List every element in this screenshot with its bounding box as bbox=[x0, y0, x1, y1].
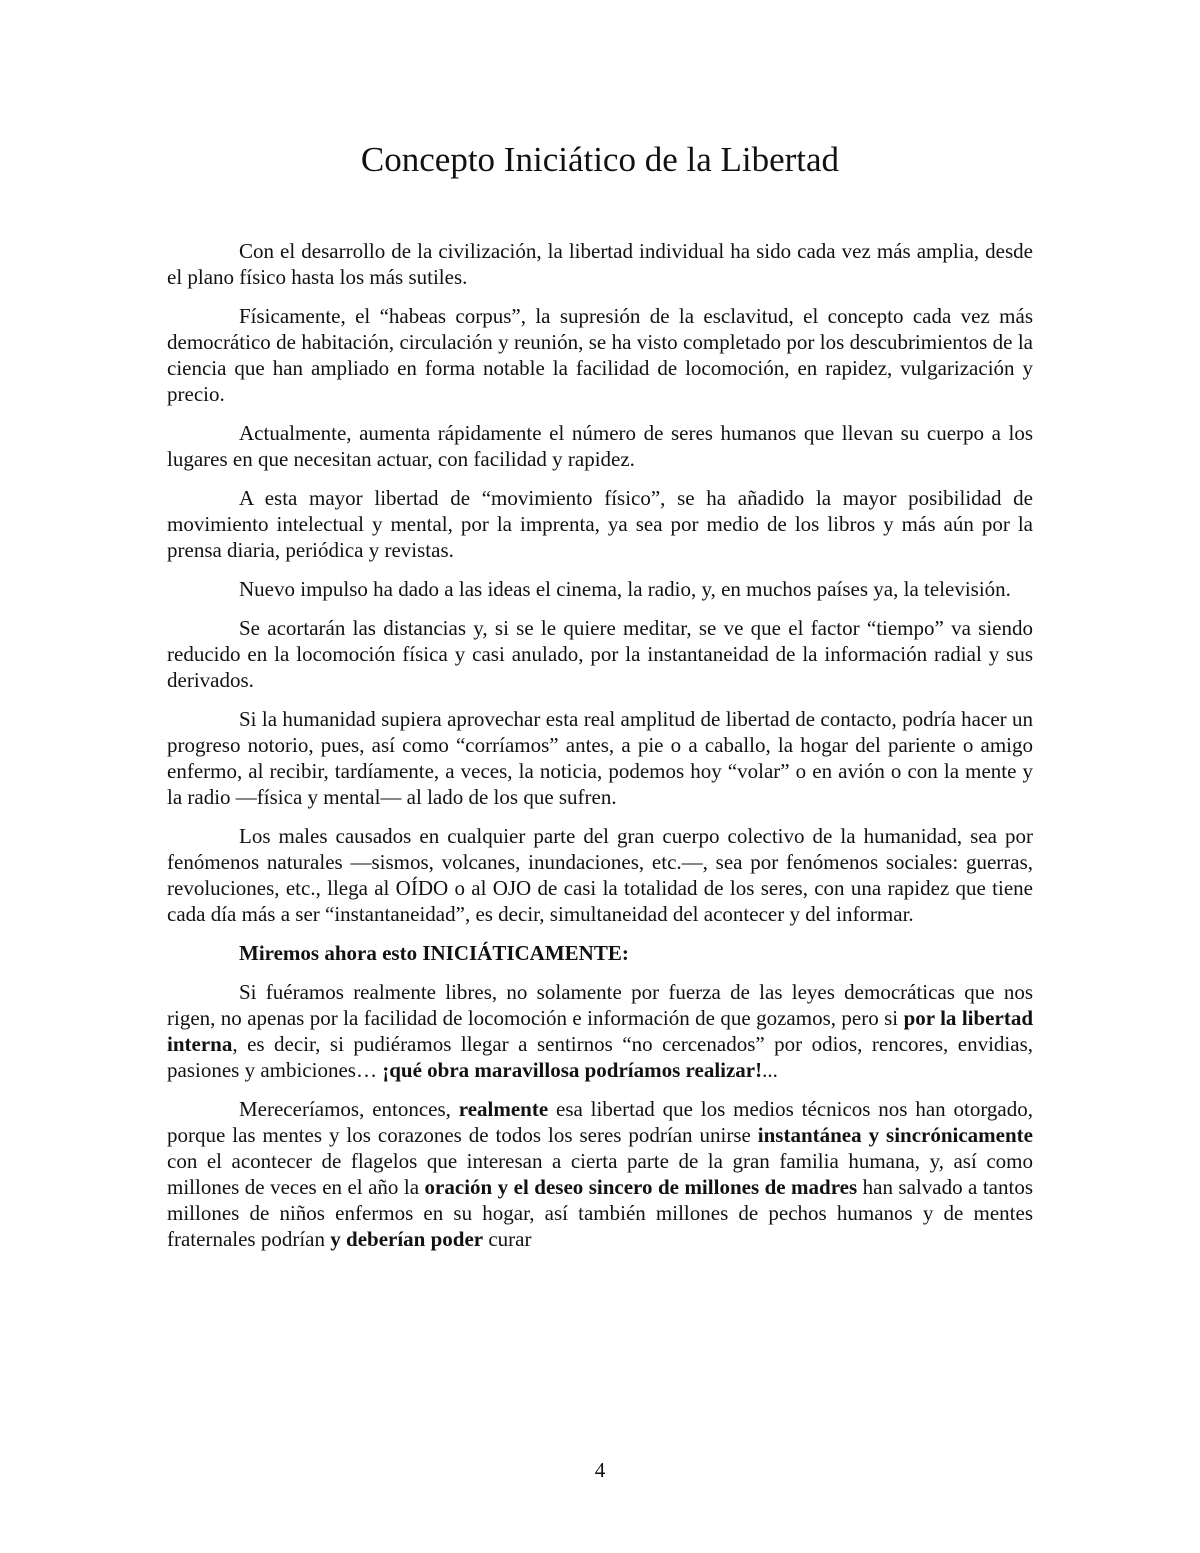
paragraph-10-bold-1: por la libertad interna bbox=[167, 1006, 1033, 1056]
paragraph-11-text-3: con el acontecer de flagelos que interesan a cierta parte de la gran familia humana, y, así como millones de veces en el año la bbox=[167, 1149, 1033, 1199]
paragraph-7: Si la humanidad supiera aprovechar esta real amplitud de libertad de contacto, podría hacer un progreso notorio, pues, así como “corríamos” antes, a pie o a caballo, la hogar del pariente o amigo enfermo, al recibir, tardíamente, a veces, la noticia, podemos hoy “volar” o en avión o con la mente y la radio —física y mental— al lado de los que sufren. bbox=[167, 707, 1033, 809]
document-body bbox=[167, 238, 1033, 1265]
paragraph-10-bold-2: ¡qué obra maravillosa podríamos realizar! bbox=[382, 1058, 763, 1082]
paragraph-5: Nuevo impulso ha dado a las ideas el cinema, la radio, y, en muchos países ya, la televisión. bbox=[239, 577, 1011, 601]
section-heading: Miremos ahora esto INICIÁTICAMENTE: bbox=[239, 941, 629, 965]
paragraph-11-bold-3: oración y el deseo sincero de millones de madres bbox=[424, 1175, 858, 1199]
paragraph-6: Se acortarán las distancias y, si se le quiere meditar, se ve que el factor “tiempo” va siendo reducido en la locomoción física y casi anulado, por la instantaneidad de la información radial y sus derivados. bbox=[167, 616, 1033, 692]
paragraph-8: Los males causados en cualquier parte del gran cuerpo colectivo de la humanidad, sea por fenómenos naturales —sismos, volcanes, inundaciones, etc.—, sea por fenómenos sociales: guerras, revoluciones, etc., llega al OÍDO o al OJO de casi la totalidad de los seres, con una rapidez que tiene cada día más a ser “instantaneidad”, es decir, simultaneidad del acontecer y del informar. bbox=[167, 824, 1033, 926]
paragraph-11 bbox=[167, 1096, 1033, 1252]
paragraph-11-text-4: han salvado a tantos millones de niños enfermos en su hogar, así también millones de pechos humanos y de mentes fraternales podrían bbox=[167, 1175, 1034, 1251]
paragraph-2: Físicamente, el “habeas corpus”, la supresión de la esclavitud, el concepto cada vez más democrático de habitación, circulación y reunión, se ha visto completado por los descubrimientos de la ciencia que han ampliado en forma notable la facilidad de locomoción, en rapidez, vulgarización y precio. bbox=[167, 304, 1033, 406]
paragraph-11-text-5: curar bbox=[483, 1227, 532, 1251]
paragraph-10-text-1: Si fuéramos realmente libres, no solamente por fuerza de las leyes democráticas que nos rigen, no apenas por la facilidad de locomoción e información de que gozamos, pero si bbox=[167, 980, 1033, 1030]
paragraph-10-text-3: ... bbox=[762, 1058, 778, 1082]
paragraph-1: Con el desarrollo de la civilización, la libertad individual ha sido cada vez más amplia, desde el plano físico hasta los más sutiles. bbox=[167, 239, 1033, 289]
paragraph-11-text-1: Mereceríamos, entonces, bbox=[239, 1097, 459, 1121]
paragraph-11-bold-1: realmente bbox=[458, 1097, 549, 1121]
paragraph-10 bbox=[167, 979, 1033, 1083]
page-number: 4 bbox=[594, 1458, 606, 1482]
paragraph-10-text-2: , es decir, si pudiéramos llegar a sentirnos “no cercenados” por odios, rencores, envidias, pasiones y ambiciones… bbox=[167, 1032, 1033, 1082]
paragraph-11-bold-2: instantánea y sincrónicamente bbox=[757, 1123, 1033, 1147]
paragraph-11-text-2: esa libertad que los medios técnicos nos han otorgado, porque las mentes y los corazones de todos los seres podrían unirse bbox=[167, 1097, 1033, 1147]
document-title: Concepto Iniciático de la Libertad bbox=[360, 140, 840, 179]
paragraph-4: A esta mayor libertad de “movimiento físico”, se ha añadido la mayor posibilidad de movimiento intelectual y mental, por la imprenta, ya sea por medio de los libros y más aún por la prensa diaria, periódica y revistas. bbox=[167, 486, 1033, 562]
paragraph-3: Actualmente, aumenta rápidamente el número de seres humanos que llevan su cuerpo a los lugares en que necesitan actuar, con facilidad y rapidez. bbox=[167, 421, 1033, 471]
paragraph-11-bold-4: y deberían poder bbox=[330, 1227, 484, 1251]
